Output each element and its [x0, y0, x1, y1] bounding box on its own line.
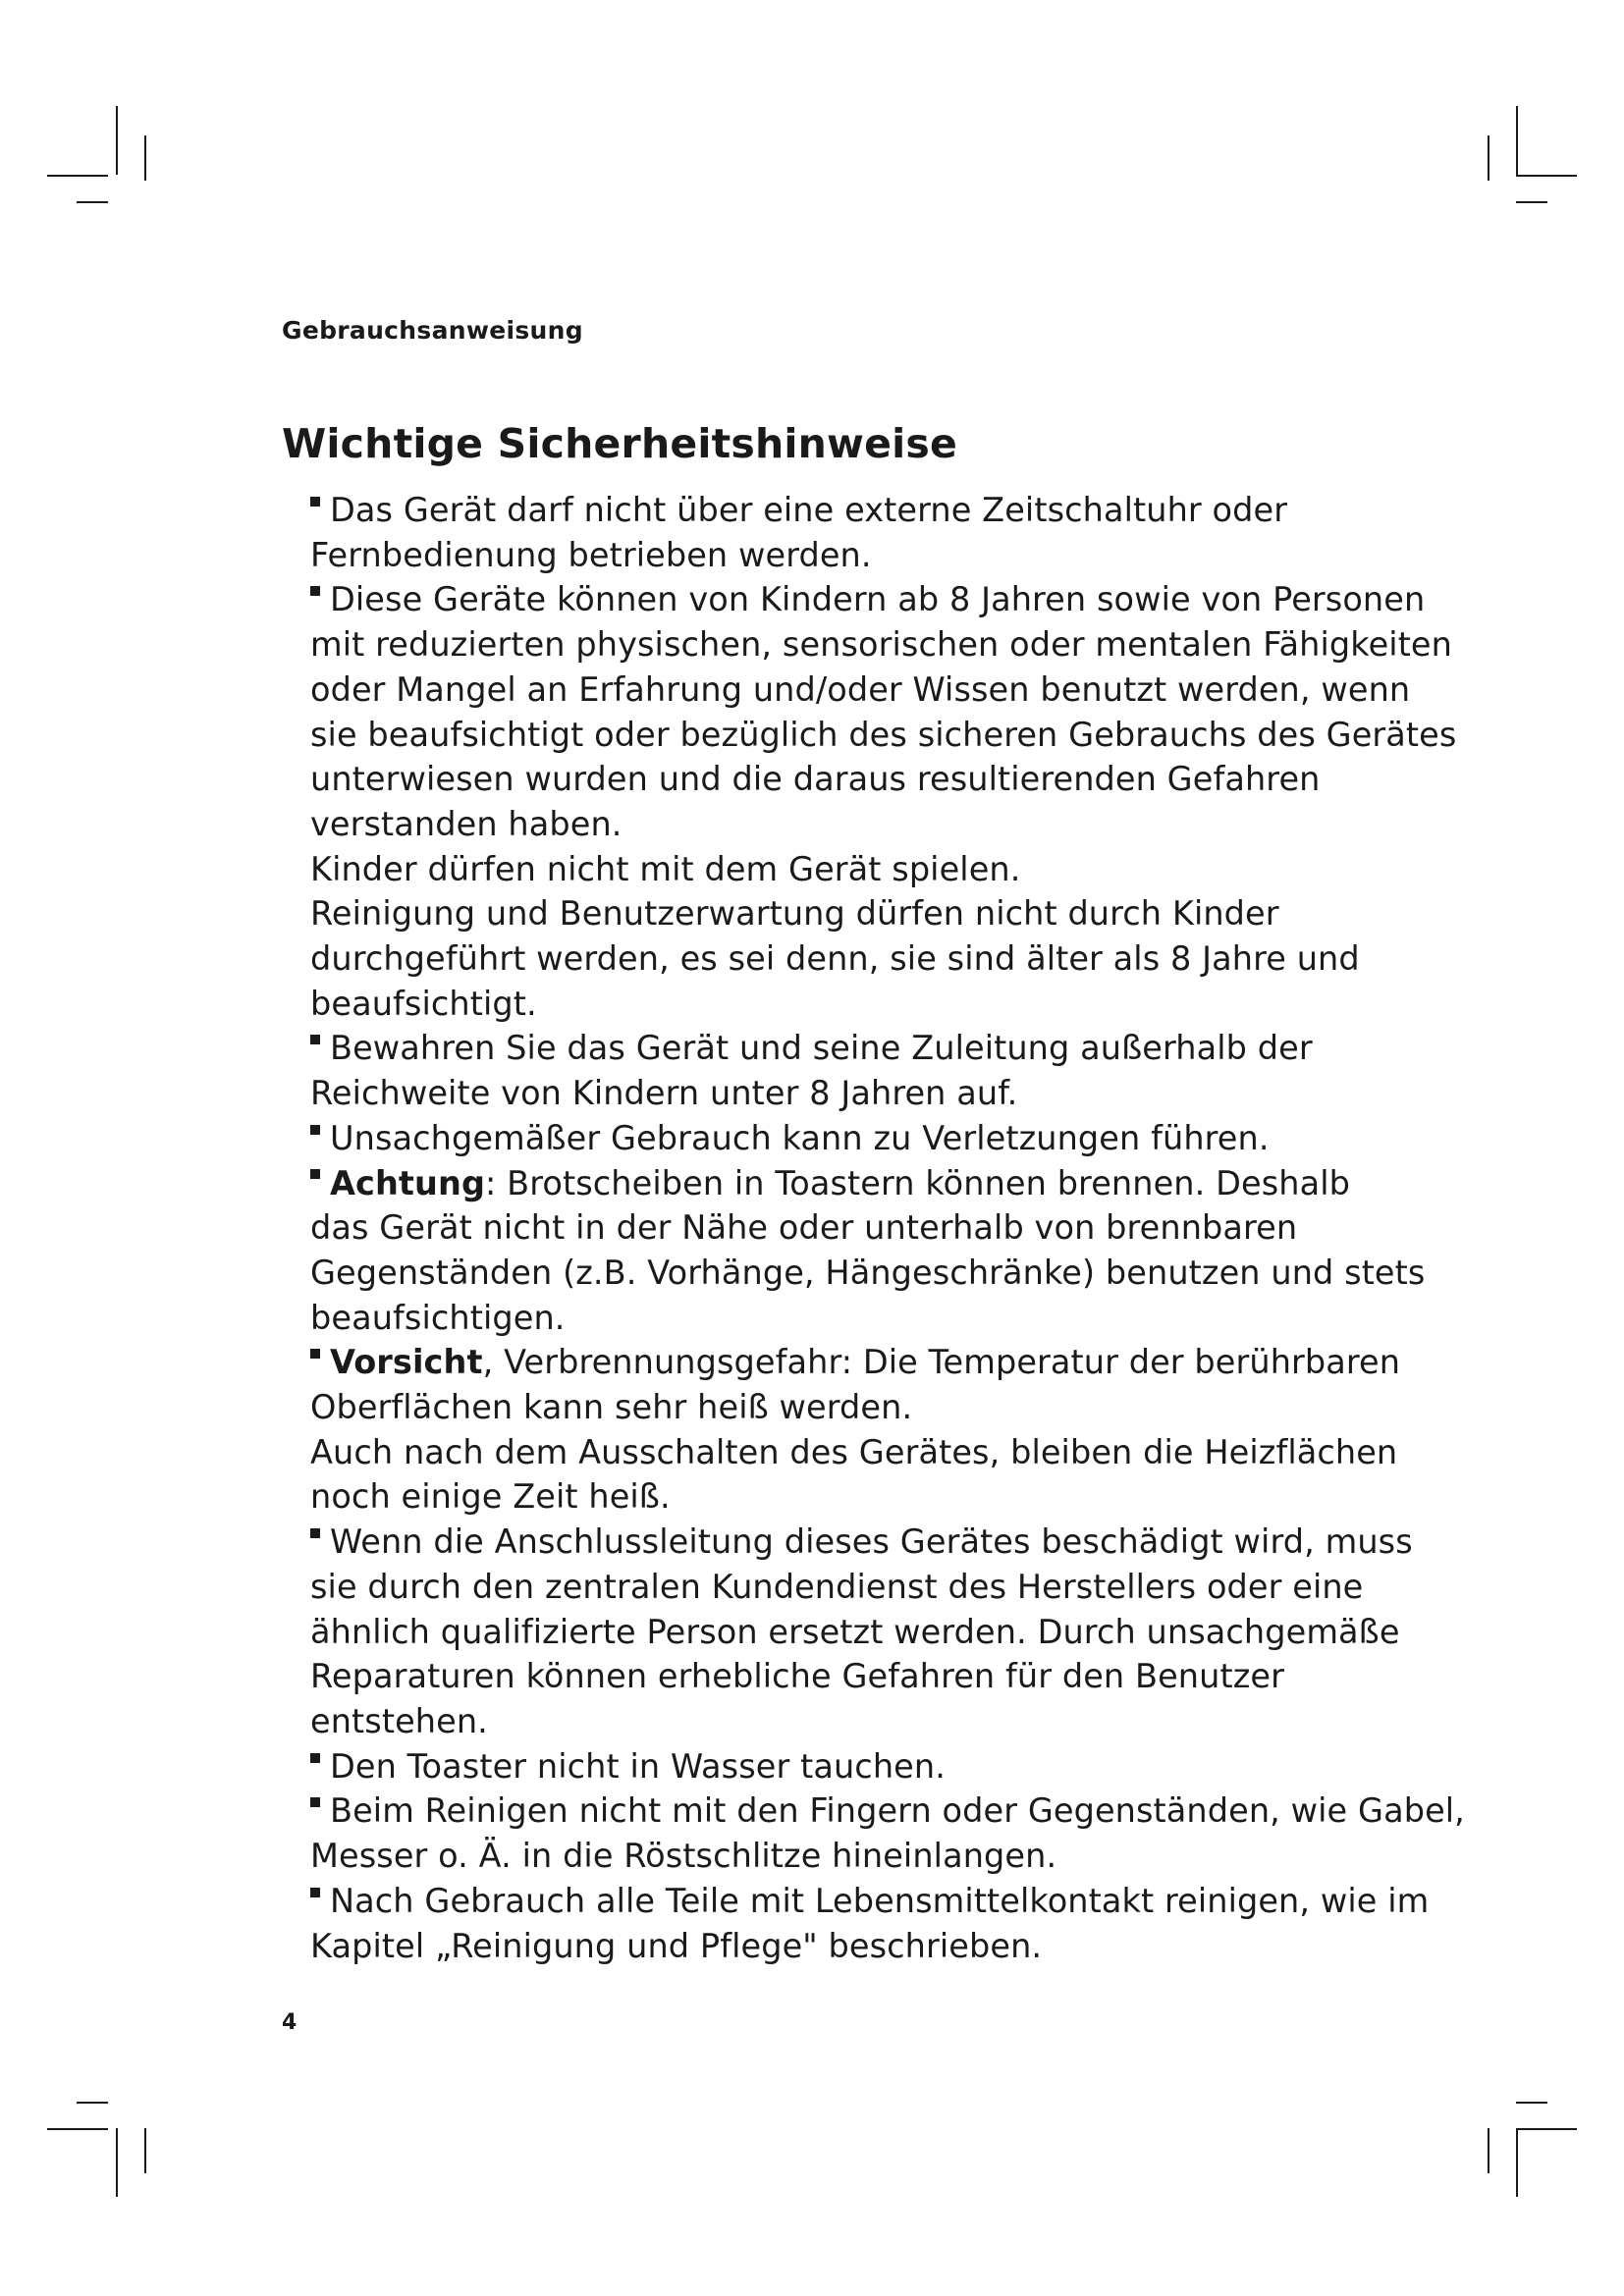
bullet-square-icon — [310, 1797, 320, 1807]
bullet-item — [310, 1520, 1489, 1744]
bullet-item — [310, 1026, 1489, 1115]
text-line: sie durch den zentralen Kundendienst des Herstellers oder eine — [310, 1567, 1364, 1606]
text-line: Reichweite von Kindern unter 8 Jahren auf. — [310, 1074, 1018, 1113]
crop-mark-top-left-v1 — [116, 106, 118, 175]
crop-mark-top-right-h2 — [1516, 201, 1547, 203]
page-title: Wichtige Sicherheitshinweise — [282, 420, 957, 467]
bullet-square-icon — [310, 497, 320, 507]
crop-mark-bottom-right-h1 — [1516, 2102, 1547, 2104]
text-line: entstehen. — [310, 1701, 488, 1740]
text-line: unterwiesen wurden und die daraus resultierenden Gefahren — [310, 760, 1321, 799]
continuation-paragraph — [310, 847, 1489, 892]
text-line: Gegenständen (z.B. Vorhänge, Hängeschränke) benutzen und stets — [310, 1253, 1426, 1292]
bullet-square-icon — [310, 1035, 320, 1044]
text-line: Messer o. Ä. in die Röstschlitze hineinlangen. — [310, 1837, 1057, 1876]
bullet-item — [310, 1161, 1489, 1341]
crop-mark-bottom-left-h2 — [47, 2128, 108, 2130]
bullet-square-icon — [310, 1528, 320, 1538]
text-line: beaufsichtigen. — [310, 1298, 566, 1337]
continuation-paragraph — [310, 1430, 1489, 1520]
crop-mark-top-left-v2 — [144, 135, 146, 181]
emphasis-label: Achtung — [330, 1163, 486, 1202]
crop-mark-bottom-right-h2 — [1516, 2128, 1577, 2130]
text-line: Wenn die Anschlussleitung dieses Gerätes beschädigt wird, muss — [330, 1522, 1413, 1562]
bullet-square-icon — [310, 1888, 320, 1897]
text-line: noch einige Zeit heiß. — [310, 1477, 671, 1517]
bullet-item — [310, 1116, 1489, 1161]
text-line: mit reduzierten physischen, sensorischen oder mentalen Fähigkeiten — [310, 625, 1452, 665]
bullet-square-icon — [310, 1169, 320, 1179]
text-line: : Brotscheiben in Toastern können brennen. Deshalb — [485, 1163, 1351, 1202]
bullet-item — [310, 488, 1489, 577]
text-line: oder Mangel an Erfahrung und/oder Wissen benutzt werden, wenn — [310, 669, 1411, 709]
text-line: , Verbrennungsgefahr: Die Temperatur der berührbaren — [482, 1343, 1401, 1382]
safety-instructions-list — [310, 488, 1489, 1968]
bullet-square-icon — [310, 1753, 320, 1763]
crop-mark-bottom-right-v2 — [1516, 2128, 1518, 2197]
text-line: beaufsichtigt. — [310, 984, 537, 1023]
text-line: Kinder dürfen nicht mit dem Gerät spielen. — [310, 849, 1021, 888]
bullet-item — [310, 577, 1489, 846]
crop-mark-top-left-h2 — [77, 201, 108, 203]
text-line: Unsachgemäßer Gebrauch kann zu Verletzungen führen. — [330, 1118, 1270, 1157]
bullet-item — [310, 1744, 1489, 1789]
text-line: Beim Reinigen nicht mit den Fingern oder Gegenständen, wie Gabel, — [330, 1791, 1465, 1831]
text-line: Fernbedienung betrieben werden. — [310, 535, 872, 574]
text-line: Reinigung und Benutzerwartung dürfen nicht durch Kinder — [310, 894, 1279, 934]
bullet-item — [310, 1879, 1489, 1968]
text-line: Kapitel „Reinigung und Pflege" beschrieben. — [310, 1926, 1043, 1965]
text-line: verstanden haben. — [310, 804, 623, 843]
emphasis-label: Vorsicht — [330, 1343, 483, 1382]
text-line: Den Toaster nicht in Wasser tauchen. — [330, 1746, 946, 1786]
crop-mark-bottom-right-v1 — [1488, 2128, 1489, 2173]
text-line: Auch nach dem Ausschalten des Gerätes, bleiben die Heizflächen — [310, 1432, 1398, 1471]
text-line: sie beaufsichtigt oder bezüglich des sicheren Gebrauchs des Gerätes — [310, 715, 1457, 754]
bullet-square-icon — [310, 1349, 320, 1359]
crop-mark-top-left-h1 — [47, 175, 108, 177]
text-line: durchgeführt werden, es sei denn, sie sind älter als 8 Jahre und — [310, 939, 1360, 979]
text-line: Bewahren Sie das Gerät und seine Zuleitung außerhalb der — [330, 1029, 1313, 1068]
page-number: 4 — [282, 2010, 298, 2035]
text-line: Oberflächen kann sehr heiß werden. — [310, 1388, 913, 1427]
crop-mark-top-right-h1 — [1516, 175, 1577, 177]
bullet-square-icon — [310, 586, 320, 596]
document-header-label: Gebrauchsanweisung — [282, 316, 583, 345]
crop-mark-bottom-left-h1 — [77, 2102, 108, 2104]
text-line: Das Gerät darf nicht über eine externe Zeitschaltuhr oder — [330, 491, 1288, 529]
crop-mark-top-right-v1 — [1488, 135, 1489, 181]
continuation-paragraph — [310, 891, 1489, 1026]
crop-mark-bottom-left-v2 — [144, 2128, 146, 2173]
bullet-item — [310, 1340, 1489, 1429]
text-line: Diese Geräte können von Kindern ab 8 Jahren sowie von Personen — [330, 580, 1426, 619]
text-line: Reparaturen können erhebliche Gefahren für den Benutzer — [310, 1657, 1284, 1696]
text-line: das Gerät nicht in der Nähe oder unterhalb von brennbaren — [310, 1208, 1298, 1248]
text-line: ähnlich qualifizierte Person ersetzt werden. Durch unsachgemäße — [310, 1612, 1400, 1651]
crop-mark-bottom-left-v1 — [116, 2128, 118, 2197]
text-line: Nach Gebrauch alle Teile mit Lebensmittelkontakt reinigen, wie im — [330, 1881, 1430, 1920]
crop-mark-top-right-v2 — [1516, 106, 1518, 175]
bullet-square-icon — [310, 1125, 320, 1135]
bullet-item — [310, 1789, 1489, 1878]
